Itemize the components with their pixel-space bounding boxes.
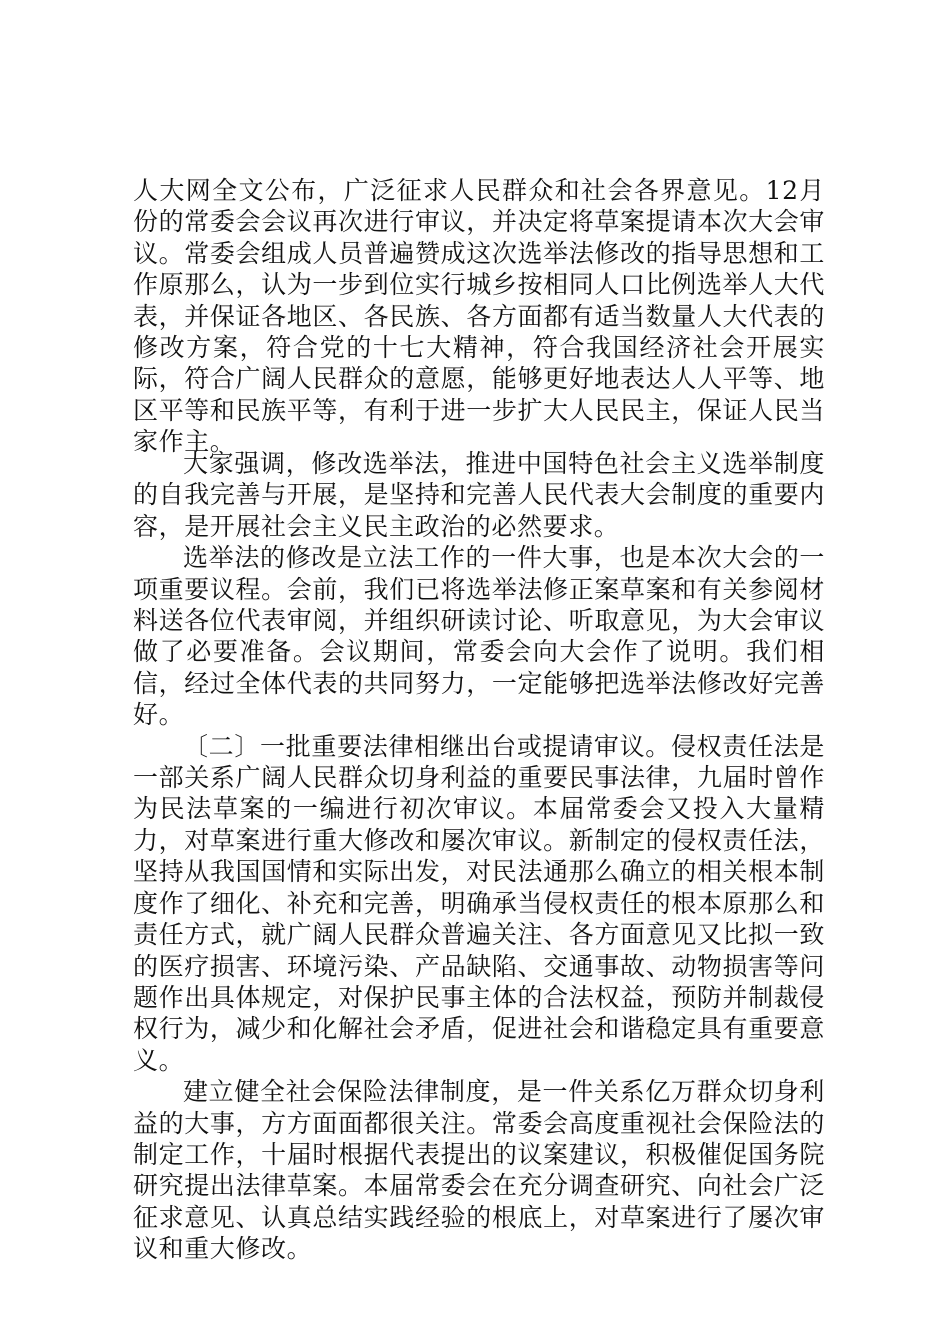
paragraph-3: 选举法的修改是立法工作的一件大事，也是本次大会的一项重要议程。会前，我们已将选举法修正案草案和有关参阅材料送各位代表审阅，并组织研读讨论、听取意见，为大会审议做了必要准备。会议期间，常委会向大会作了说明。我们相信，经过全体代表的共同努力，一定能够把选举法修改好完善好。 [133, 543, 825, 730]
paragraph-5: 建立健全社会保险法律制度，是一件关系亿万群众切身利益的大事，方方面面都很关注。常委会高度重视社会保险法的制定工作，十届时根据代表提出的议案建议，积极催促国务院研究提出法律草案。本届常委会在充分调查研究、向社会广泛征求意见、认真总结实践经验的根底上，对草案进行了屡次审议和重大修改。 [133, 1077, 825, 1264]
paragraph-2: 大家强调，修改选举法，推进中国特色社会主义选举制度的自我完善与开展，是坚持和完善人民代表大会制度的重要内容，是开展社会主义民主政治的必然要求。 [133, 449, 825, 541]
text-block-top [133, 175, 825, 458]
paragraph-4: 〔二〕一批重要法律相继出台或提请审议。侵权责任法是一部关系广阔人民群众切身利益的重要民事法律，九届时曾作为民法草案的一编进行初次审议。本届常委会又投入大量精力，对草案进行重大修改和屡次审议。新制定的侵权责任法，坚持从我国国情和实际出发，对民法通那么确立的相关根本制度作了细化、补充和完善，明确承当侵权责任的根本原那么和责任方式，就广阔人民群众普遍关注、各方面意见又比拟一致的医疗损害、环境污染、产品缺陷、交通事故、动物损害等问题作出具体规定，对保护民事主体的合法权益，预防并制裁侵权行为，减少和化解社会矛盾，促进社会和谐稳定具有重要意义。 [133, 731, 825, 1075]
paragraph-1: 人大网全文公布，广泛征求人民群众和社会各界意见。12月份的常委会会议再次进行审议，并决定将草案提请本次大会审议。常委会组成人员普遍赞成这次选举法修改的指导思想和工作原那么，认为一步到位实行城乡按相同人口比例选举人大代表，并保证各地区、各民族、各方面都有适当数量人大代表的修改方案，符合党的十七大精神，符合我国经济社会开展实际，符合广阔人民群众的意愿，能够更好地表达人人平等、地区平等和民族平等，有利于进一步扩大人民民主，保证人民当家作主。 [133, 176, 825, 457]
text-block-main [133, 448, 825, 1265]
